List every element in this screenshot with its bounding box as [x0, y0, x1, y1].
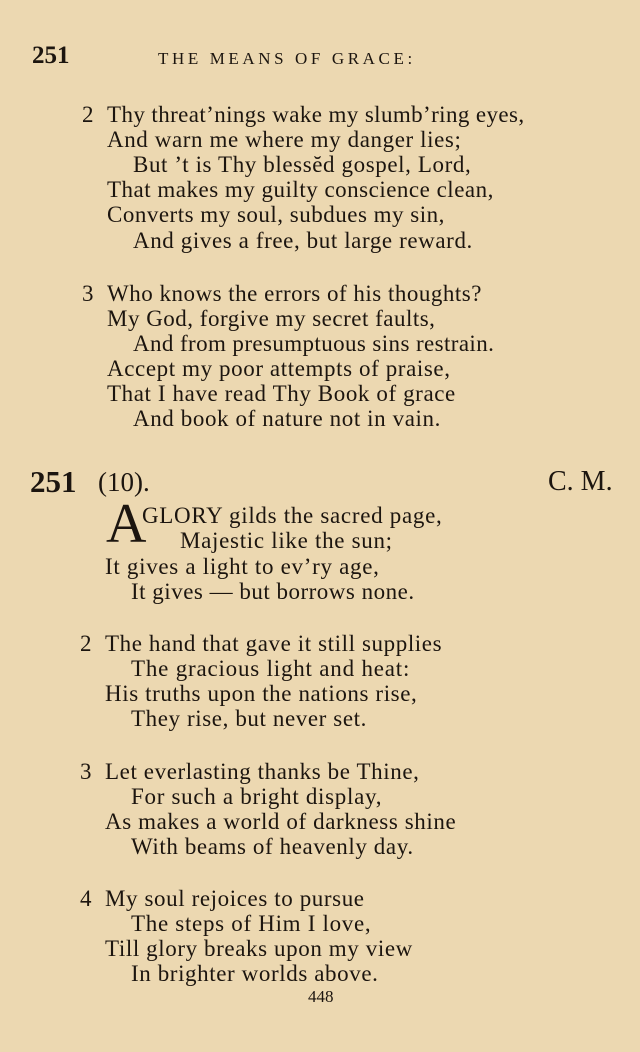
- header-page-number: 251: [32, 42, 70, 69]
- folio-number: 448: [308, 987, 334, 1006]
- verse-line: It gives — but borrows none.: [131, 579, 415, 604]
- running-title: THE MEANS OF GRACE:: [158, 49, 416, 68]
- stanza-number: 3: [80, 759, 92, 784]
- verse-line: Converts my soul, subdues my sin,: [107, 202, 445, 227]
- verse-line: And from presumptuous sins restrain.: [133, 331, 495, 356]
- verse-line: And gives a free, but large reward.: [133, 228, 473, 253]
- stanza-number: 3: [82, 281, 94, 306]
- verse-line: The steps of Him I love,: [131, 911, 372, 936]
- verse-line: GLORY gilds the sacred page,: [142, 503, 443, 528]
- verse-line: And book of nature not in vain.: [133, 406, 441, 431]
- verse-line: That makes my guilty conscience clean,: [107, 177, 494, 202]
- verse-line: Till glory breaks upon my view: [105, 936, 413, 961]
- stanza-number: 4: [80, 886, 92, 911]
- stanza-number: 2: [80, 631, 92, 656]
- verse-line: My God, forgive my secret faults,: [107, 306, 436, 331]
- meter-label: C. M.: [548, 466, 613, 497]
- hymn-number: 251: [30, 464, 77, 499]
- verse-line: As makes a world of darkness shine: [105, 809, 457, 834]
- verse-line: Accept my poor attempts of praise,: [107, 356, 451, 381]
- verse-line: Thy threat’nings wake my slumb’ring eyes,: [107, 102, 525, 127]
- drop-cap: A: [106, 493, 147, 555]
- verse-line: In brighter worlds above.: [131, 961, 379, 986]
- verse-line: And warn me where my danger lies;: [107, 127, 462, 152]
- verse-line: With beams of heavenly day.: [131, 834, 414, 859]
- stanza-number: 2: [82, 102, 94, 127]
- verse-line: But ’t is Thy blessĕd gospel, Lord,: [133, 152, 472, 177]
- verse-line: Majestic like the sun;: [180, 528, 393, 553]
- verse-line: My soul rejoices to pursue: [105, 886, 365, 911]
- tune-reference: (10).: [98, 467, 150, 497]
- verse-line: His truths upon the nations rise,: [105, 681, 418, 706]
- verse-line: The hand that gave it still supplies: [105, 631, 443, 656]
- verse-line: Who knows the errors of his thoughts?: [107, 281, 482, 306]
- verse-line: They rise, but never set.: [131, 706, 367, 731]
- verse-line: For such a bright display,: [131, 784, 383, 809]
- verse-line: Let everlasting thanks be Thine,: [105, 759, 420, 784]
- verse-line: It gives a light to ev’ry age,: [105, 554, 380, 579]
- verse-line: That I have read Thy Book of grace: [107, 381, 456, 406]
- verse-line: The gracious light and heat:: [131, 656, 411, 681]
